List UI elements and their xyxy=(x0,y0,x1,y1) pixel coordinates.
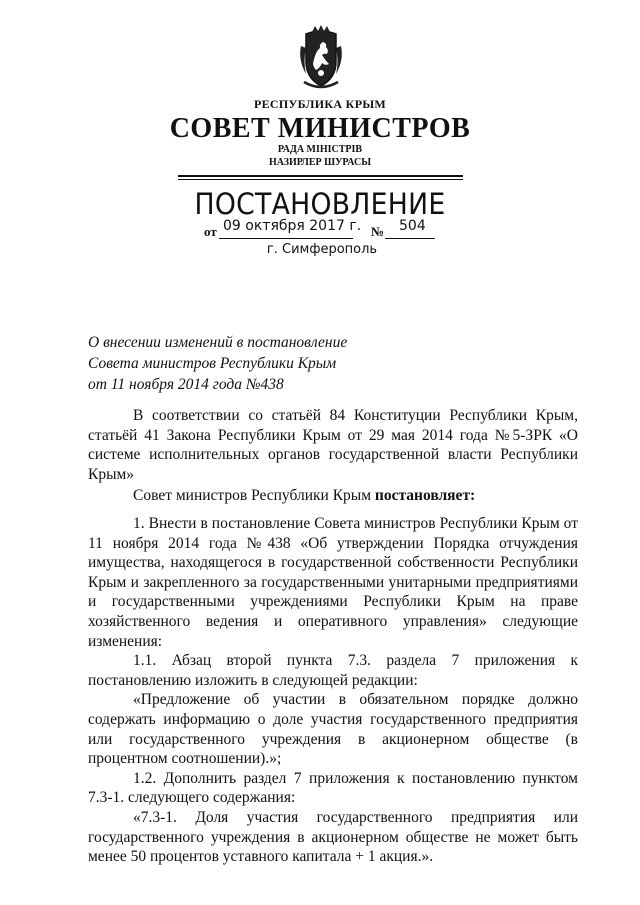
council-title: СОВЕТ МИНИСТРОВ xyxy=(169,113,471,144)
item-1-1: 1.1. Абзац второй пункта 7.3. раздела 7 приложения к постановлению изложить в следующей редакции: xyxy=(88,652,578,689)
resolution-line xyxy=(88,486,578,506)
republic-name: РЕСПУБЛИКА КРЫМ xyxy=(253,97,387,111)
subject-line-1: О внесении изменений в постановление xyxy=(88,334,348,351)
item-1: 1. Внести в постановление Совета министров Республики Крым от 11 ноября 2014 года №438 «Об утверждении Порядка отчуждения имущества, находящегося в государственной собственности Республики Крым и закрепленного за государственными унитарными предприятиями и государственными учреждениями Республики Крым на праве хозяйственного ведения и оперативного управления» следующие изменения: xyxy=(88,515,578,650)
number-underline xyxy=(385,238,435,239)
coat-of-arms-emblem xyxy=(298,24,344,90)
subject-line-3: от 11 ноября 2014 года №438 xyxy=(88,376,284,393)
resolution-verb: постановляет: xyxy=(374,487,476,504)
item-1-2-text: «7.3-1. Доля участия государственного предприятия или государственного учреждения в акционерном обществе не может быть менее 50 процентов уставного капитала + 1 акция.». xyxy=(88,808,578,866)
preamble-paragraph: В соответствии со статьёй 84 Конституции Республики Крым, статьёй 41 Закона Республики Крым от 29 мая 2014 года №5-ЗРК «О системе исполнительных органов государственной власти Республики Крым» xyxy=(88,407,578,483)
item-1-2: 1.2. Дополнить раздел 7 приложения к постановлению пунктом 7.3-1. следующего содержания: xyxy=(88,769,578,807)
date-prefix-label: от xyxy=(204,224,217,239)
header-rule-thick xyxy=(178,175,463,177)
city-name: г. Симферополь xyxy=(266,242,378,257)
decree-number: 504 xyxy=(399,218,426,234)
number-label: № xyxy=(371,224,385,239)
subject-line-2: Совета министров Республики Крым xyxy=(88,355,337,372)
decree-items xyxy=(88,514,578,867)
resolution-lead: Совет министров Республики Крым xyxy=(133,487,375,504)
decree-date: 09 октября 2017 г. xyxy=(223,218,362,234)
header-rule-thin xyxy=(178,179,463,180)
resolution-paragraph xyxy=(88,486,578,506)
preamble-block xyxy=(88,406,578,484)
item-1-1-text: «Предложение об участии в обязательном порядке должно содержать информацию о доле участия государственного предприятия или государственного учреждения в акционерном обществе (в процентном соотношении).»; xyxy=(88,691,578,768)
date-underline xyxy=(219,238,353,239)
council-title-ukrainian: РАДА МІНІСТРІВ xyxy=(277,144,363,155)
decree-subject xyxy=(88,332,347,395)
document-type-heading: ПОСТАНОВЛЕНИЕ xyxy=(194,187,446,221)
council-title-crimean-tatar: НАЗИРЛЕР ШУРАСЫ xyxy=(268,157,372,168)
